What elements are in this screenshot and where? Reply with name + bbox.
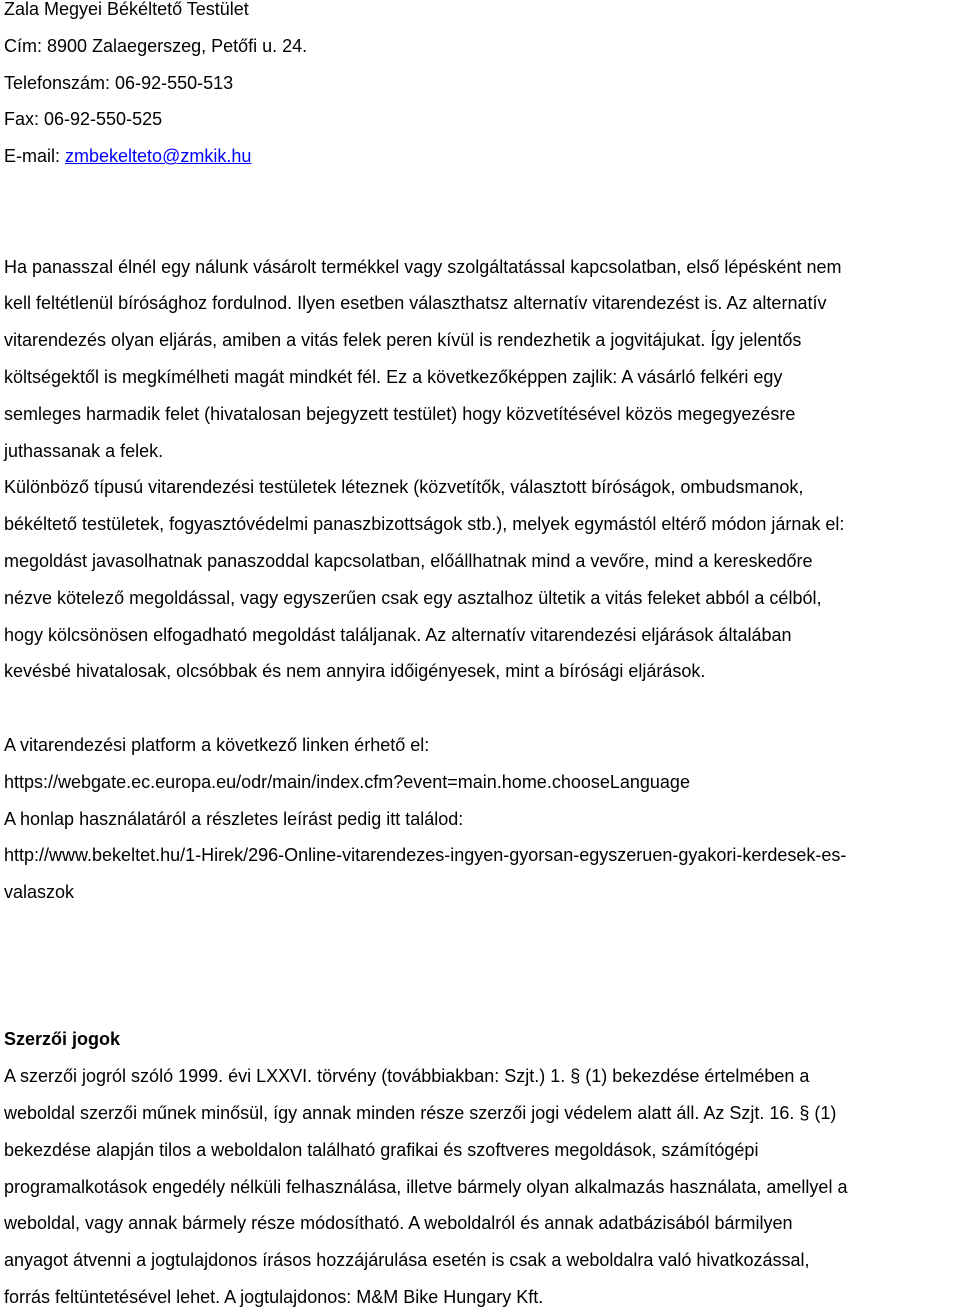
guide-intro: A honlap használatáról a részletes leírást pedig itt találod: (4, 808, 464, 829)
bodies-paragraph (4, 469, 959, 690)
spacer (4, 948, 959, 985)
email-link[interactable]: zmbekelteto@zmkik.hu (65, 146, 252, 167)
platform-block (4, 727, 959, 911)
org-name: Zala Megyei Békéltető Testület (4, 0, 249, 19)
paragraph-line: kevésbé hivatalosak, olcsóbbak és nem annyira időigényesek, mint a bírósági eljárások. (4, 661, 706, 682)
paragraph-line: Különböző típusú vitarendezési testületek léteznek (közvetítők, választott bíróságok, ombudsmanok, (4, 477, 804, 498)
paragraph-line: hogy kölcsönösen elfogadható megoldást találjanak. Az alternatív vitarendezési eljárások általában (4, 624, 792, 645)
paragraph-line: forrás feltüntetésével lehet. A jogtulajdonos: M&M Bike Hungary Kft. (4, 1286, 544, 1307)
platform-url: https://webgate.ec.europa.eu/odr/main/index.cfm?event=main.home.chooseLanguage (4, 771, 690, 792)
paragraph-line: költségektől is megkímélheti magát mindkét fél. Ez a következőképpen zajlik: A vásárló felkéri egy (4, 366, 783, 387)
paragraph-line: kell feltétlenül bírósághoz fordulnod. Ilyen esetben választhatsz alternatív vitarendezést is. Az alternatív (4, 293, 827, 314)
spacer (4, 175, 959, 212)
paragraph-line: semleges harmadik felet (hivatalosan bejegyzett testület) hogy közvetítésével közös megegyezésre (4, 403, 796, 424)
spacer (4, 212, 959, 249)
paragraph-line: békéltető testületek, fogyasztóvédelmi panaszbizottságok stb.), melyek egymástól eltérő módon járnak el: (4, 514, 845, 535)
paragraph-line: anyagot átvenni a jogtulajdonos írásos hozzájárulása esetén is csak a weboldalra való hivatkozással, (4, 1250, 810, 1271)
copyright-section (4, 1021, 959, 1315)
paragraph-line: Ha panasszal élnél egy nálunk vásárolt termékkel vagy szolgáltatással kapcsolatban, első lépésként nem (4, 256, 842, 277)
email-line (4, 138, 959, 175)
guide-url-line: http://www.bekeltet.hu/1-Hirek/296-Online-vitarendezes-ingyen-gyorsan-egyszeruen-gyakori-kerdesek-es- (4, 845, 847, 866)
guide-url-line: valaszok (4, 882, 75, 903)
paragraph-line: juthassanak a felek. (4, 440, 164, 461)
spacer (4, 985, 959, 1022)
document-page (4, 0, 959, 1316)
paragraph-line: megoldást javasolhatnak panaszoddal kapcsolatban, előállhatnak mind a vevőre, mind a kereskedőre (4, 550, 813, 571)
paragraph-line: nézve kötelező megoldással, vagy egyszerűen csak egy asztalhoz ültetik a vitás feleket abból a célból, (4, 587, 822, 608)
paragraph-line: weboldal, vagy annak bármely része módosítható. A weboldalról és annak adatbázisából bármilyen (4, 1213, 793, 1234)
spacer (4, 911, 959, 948)
paragraph-line: A szerzői jogról szóló 1999. évi LXXVI. törvény (továbbiakban: Szjt.) 1. § (1) bekezdése értelmében a (4, 1066, 810, 1087)
copyright-heading: Szerzői jogok (4, 1029, 121, 1050)
contact-block (4, 0, 959, 175)
email-label: E-mail: (4, 146, 66, 167)
paragraph-line: vitarendezés olyan eljárás, amiben a vitás felek peren kívül is rendezhetik a jogvitájukat. Így jelentős (4, 330, 802, 351)
paragraph-line: weboldal szerzői műnek minősül, így annak minden része szerzői jogi védelem alatt áll. Az Szjt. 16. § (1) (4, 1102, 837, 1123)
platform-intro: A vitarendezési platform a következő linken érhető el: (4, 734, 430, 755)
spacer (4, 690, 959, 727)
paragraph-line: bekezdése alapján tilos a weboldalon található grafikai és szoftveres megoldások, számítógépi (4, 1139, 759, 1160)
address-line: Cím: 8900 Zalaegerszeg, Petőfi u. 24. (4, 35, 308, 56)
paragraph-line: programalkotások engedély nélküli felhasználása, illetve bármely olyan alkalmazás használata, amellyel a (4, 1176, 848, 1197)
complaint-paragraph (4, 249, 959, 470)
fax-line: Fax: 06-92-550-525 (4, 109, 163, 130)
phone-line: Telefonszám: 06-92-550-513 (4, 72, 234, 93)
